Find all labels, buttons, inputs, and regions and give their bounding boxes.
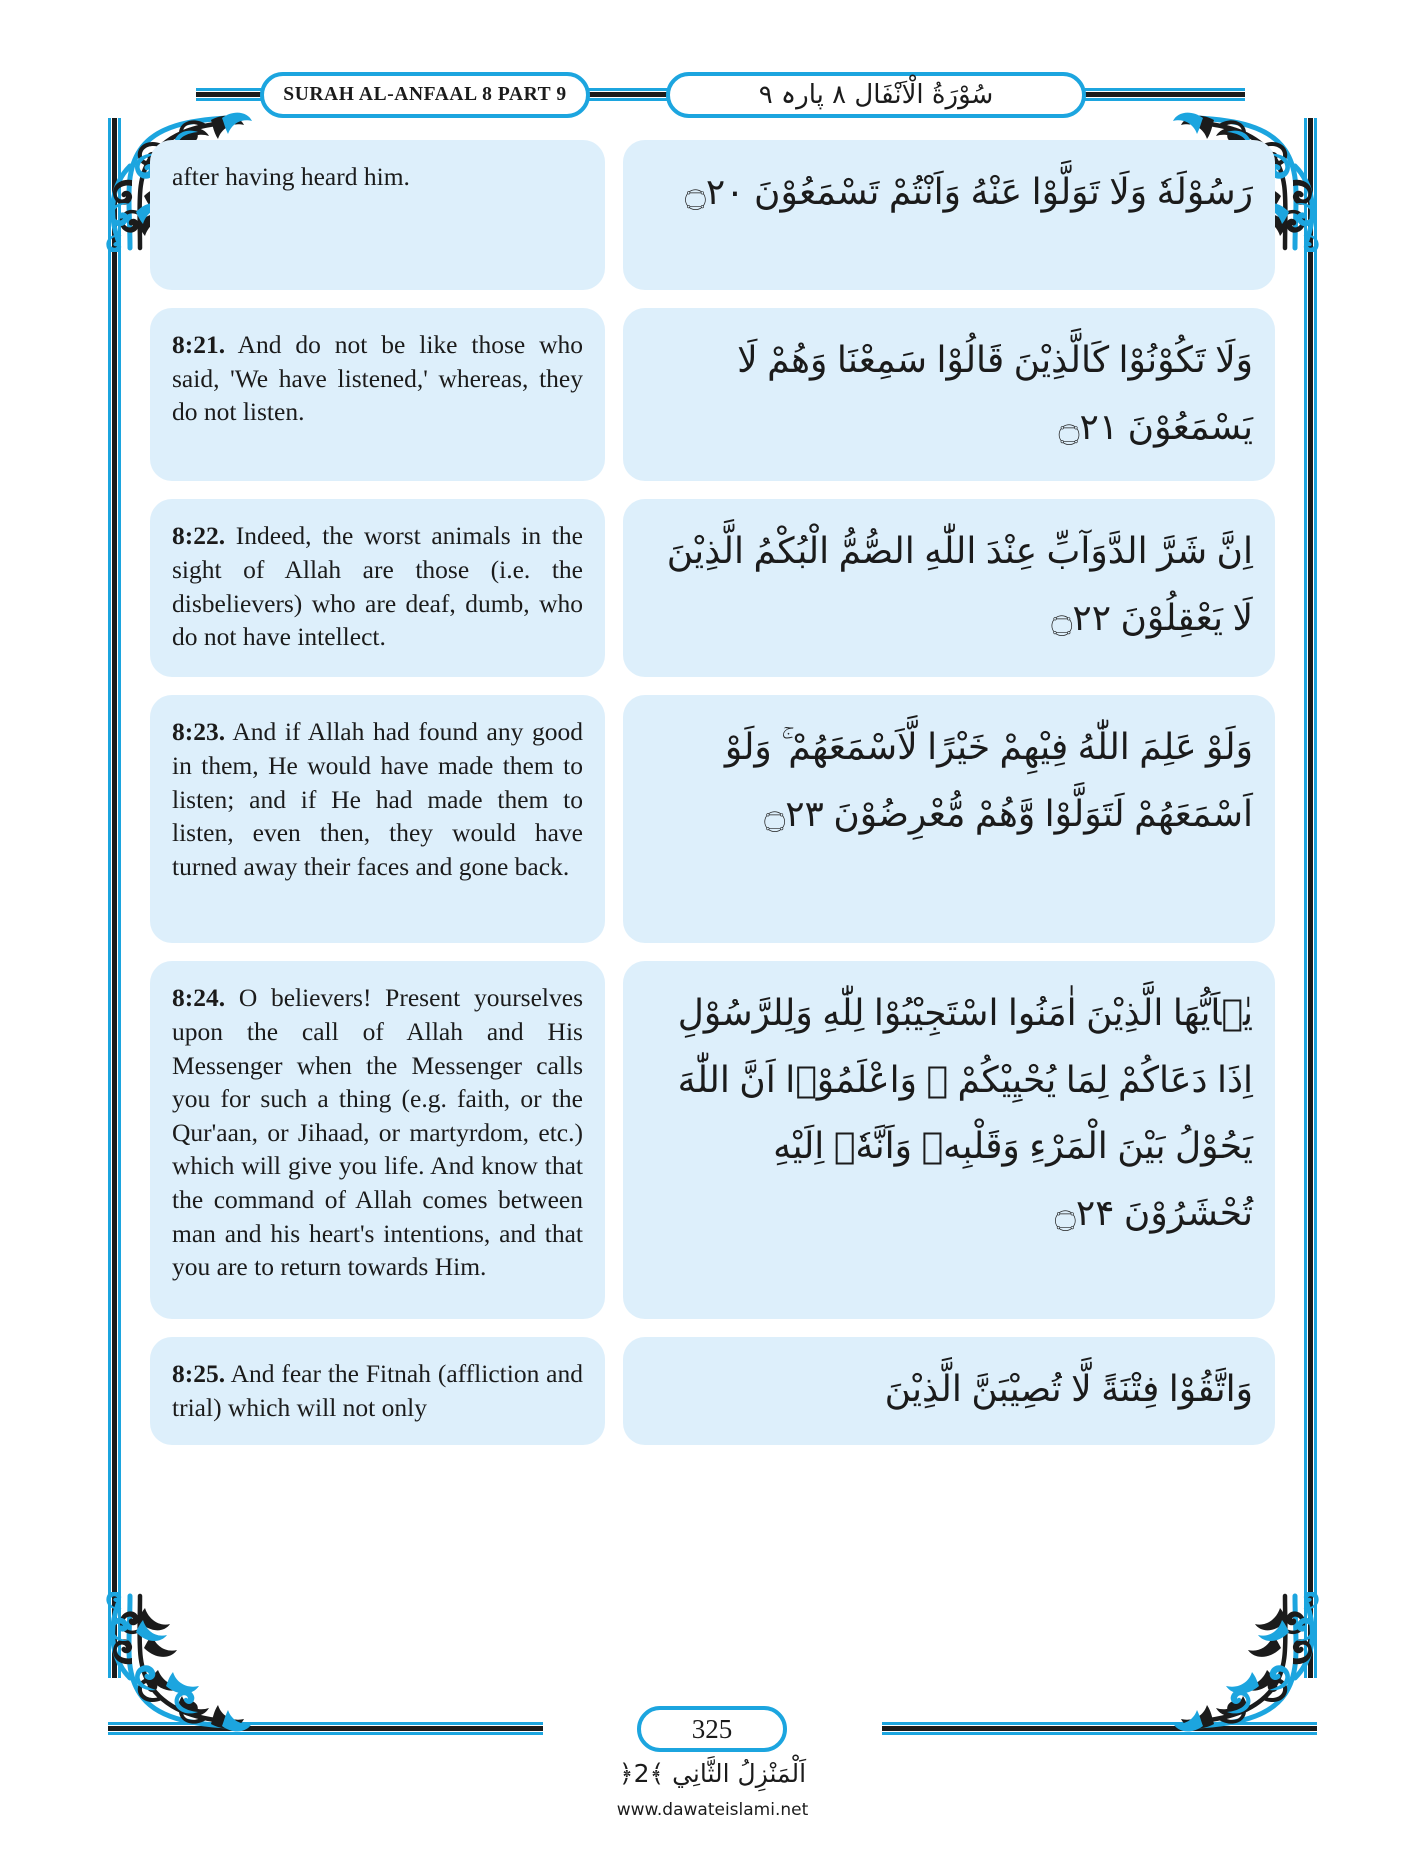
verse-arabic-cell: وَاتَّقُوْا فِتْنَةً لَّا تُصِيْبَنَّ الَّذِيْنَ: [623, 1337, 1275, 1444]
verse-row: [150, 140, 1275, 290]
verse-arabic-cell: رَسُوْلَهٗ وَلَا تَوَلَّوْا عَنْهُ وَاَنْتُمْ تَسْمَعُوْنَ ۝۲۰: [623, 140, 1275, 290]
verse-translation-cell: [150, 499, 605, 677]
verse-row: [150, 695, 1275, 943]
verse-translation-text: And if Allah had found any good in them, He would have made them to listen; and if He had made them to listen, even then, they would have turned away their faces and gone back.: [172, 717, 584, 881]
verse-arabic-cell: وَلَوْ عَلِمَ اللّٰهُ فِيْهِمْ خَيْرًا لَّاَسْمَعَهُمْ ۚ وَلَوْ اَسْمَعَهُمْ لَتَوَلَّوْا وَّهُمْ مُّعْرِضُوْنَ ۝۲۳: [623, 695, 1275, 943]
verse-number: 8:23.: [172, 717, 226, 747]
verse-number: 8:25.: [172, 1359, 226, 1389]
verse-translation-text: And fear the Fitnah (affliction and trial) which will not only: [172, 1359, 584, 1422]
page-number: 325: [691, 1713, 733, 1744]
verse-translation-text: after having heard him.: [172, 162, 410, 191]
verse-translation-text: And do not be like those who said, 'We have listened,' whereas, they do not listen.: [172, 330, 583, 427]
verse-translation-text: O believers! Present yourselves upon the call of Allah and His Messenger when the Messenger calls you for such a thing (e.g. faith, or the Qur'aan, or Jihaad, or martyrdom, etc.) which will give you life. And know that the command of Allah comes between man and his heart's intentions, and that you are to return towards Him.: [172, 983, 583, 1282]
verse-translation-cell: [150, 961, 605, 1319]
verse-translation-cell: [150, 695, 605, 943]
surah-title-english: SURAH AL-ANFAAL 8 PART 9: [283, 84, 567, 105]
verse-translation-cell: [150, 308, 605, 481]
verse-row: [150, 499, 1275, 677]
verse-row: [150, 1337, 1275, 1444]
surah-title-arabic: سُوْرَةُ الْاَنْفَال ٨ پارہ ٩: [758, 80, 994, 110]
verse-list: [150, 140, 1275, 1445]
verse-number: 8:22.: [172, 521, 226, 551]
manzil-label: اَلْمَنْزِلُ الثَّانِي ﴾2﴿: [618, 1759, 807, 1788]
page-number-badge: [637, 1706, 787, 1752]
verse-arabic-cell: وَلَا تَكُوْنُوْا كَالَّذِيْنَ قَالُوْا سَمِعْنَا وَهُمْ لَا يَسْمَعُوْنَ ۝۲۱: [623, 308, 1275, 481]
verse-row: [150, 961, 1275, 1319]
verse-translation-text: Indeed, the worst animals in the sight of Allah are those (i.e. the disbelievers) who are deaf, dumb, who do not have intellect.: [172, 521, 584, 652]
verse-row: [150, 308, 1275, 481]
verse-translation-cell: [150, 1337, 605, 1444]
verse-number: 8:21.: [172, 330, 226, 359]
verse-arabic-cell: يٰۤاَيُّهَا الَّذِيْنَ اٰمَنُوا اسْتَجِيْبُوْا لِلّٰهِ وَلِلرَّسُوْلِ اِذَا دَعَاكُمْ لِمَا يُحْيِيْكُمْ ۚ وَاعْلَمُوْۤا اَنَّ اللّٰهَ يَحُوْلُ بَيْنَ الْمَرْءِ وَقَلْبِهٖ وَاَنَّهٗۤ اِلَيْهِ تُحْشَرُوْنَ ۝۲۴: [623, 961, 1275, 1319]
website-url: www.dawateislami.net: [616, 1800, 809, 1820]
verse-translation-cell: [150, 140, 605, 290]
verse-arabic-cell: اِنَّ شَرَّ الدَّوَآبِّ عِنْدَ اللّٰهِ الصُّمُّ الْبُكْمُ الَّذِيْنَ لَا يَعْقِلُوْنَ ۝۲۲: [623, 499, 1275, 677]
verse-number: 8:24.: [172, 983, 226, 1013]
